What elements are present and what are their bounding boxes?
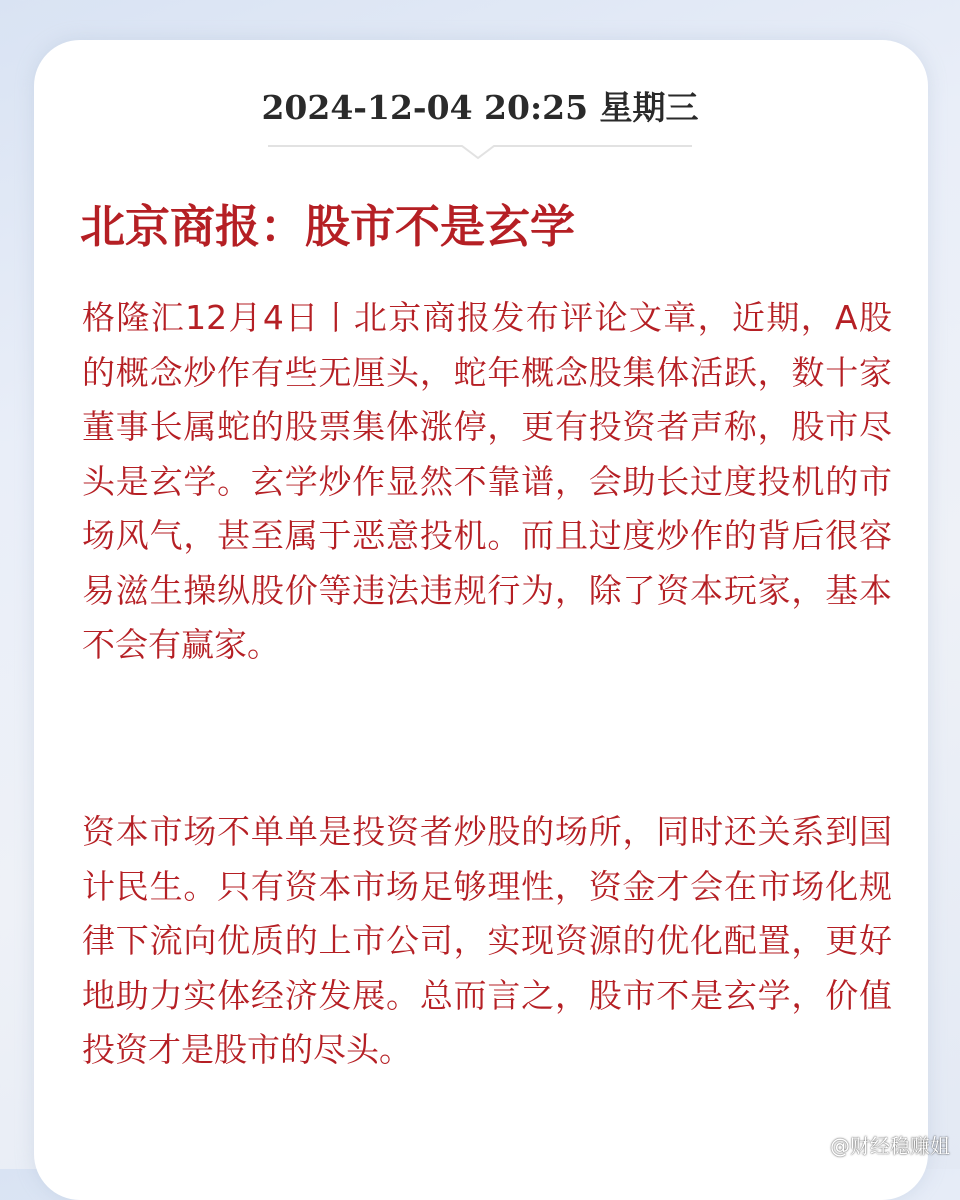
- article-paragraph-1: 格隆汇12月4日丨北京商报发布评论文章，近期，A股的概念炒作有些无厘头，蛇年概念股集体活跃，数十家董事长属蛇的股票集体涨停，更有投资者声称，股市尽头是玄学。玄学炒作显然不靠谱，会助长过度投机的市场风气，甚至属于恶意投机。而且过度炒作的背后很容易滋生操纵股价等违法违规行为，除了资本玩家，基本不会有赢家。: [82, 298, 892, 664]
- watermark-text: @财经稳赚姐: [830, 1134, 950, 1158]
- watermark: [798, 1130, 950, 1159]
- article-title: 北京商报：股市不是玄学: [80, 200, 576, 253]
- article-paragraph-2: 资本市场不单单是投资者炒股的场所，同时还关系到国计民生。只有资本市场足够理性，资金才会在市场化规律下流向优质的上市公司，实现资源的优化配置，更好地助力实体经济发展。总而言之，股市不是玄学，价值投资才是股市的尽头。: [82, 812, 892, 1069]
- divider-with-notch: [268, 0, 692, 170]
- weibo-icon: [798, 1134, 826, 1156]
- post-date: 2024-12-04 20:25 星期三: [261, 88, 699, 127]
